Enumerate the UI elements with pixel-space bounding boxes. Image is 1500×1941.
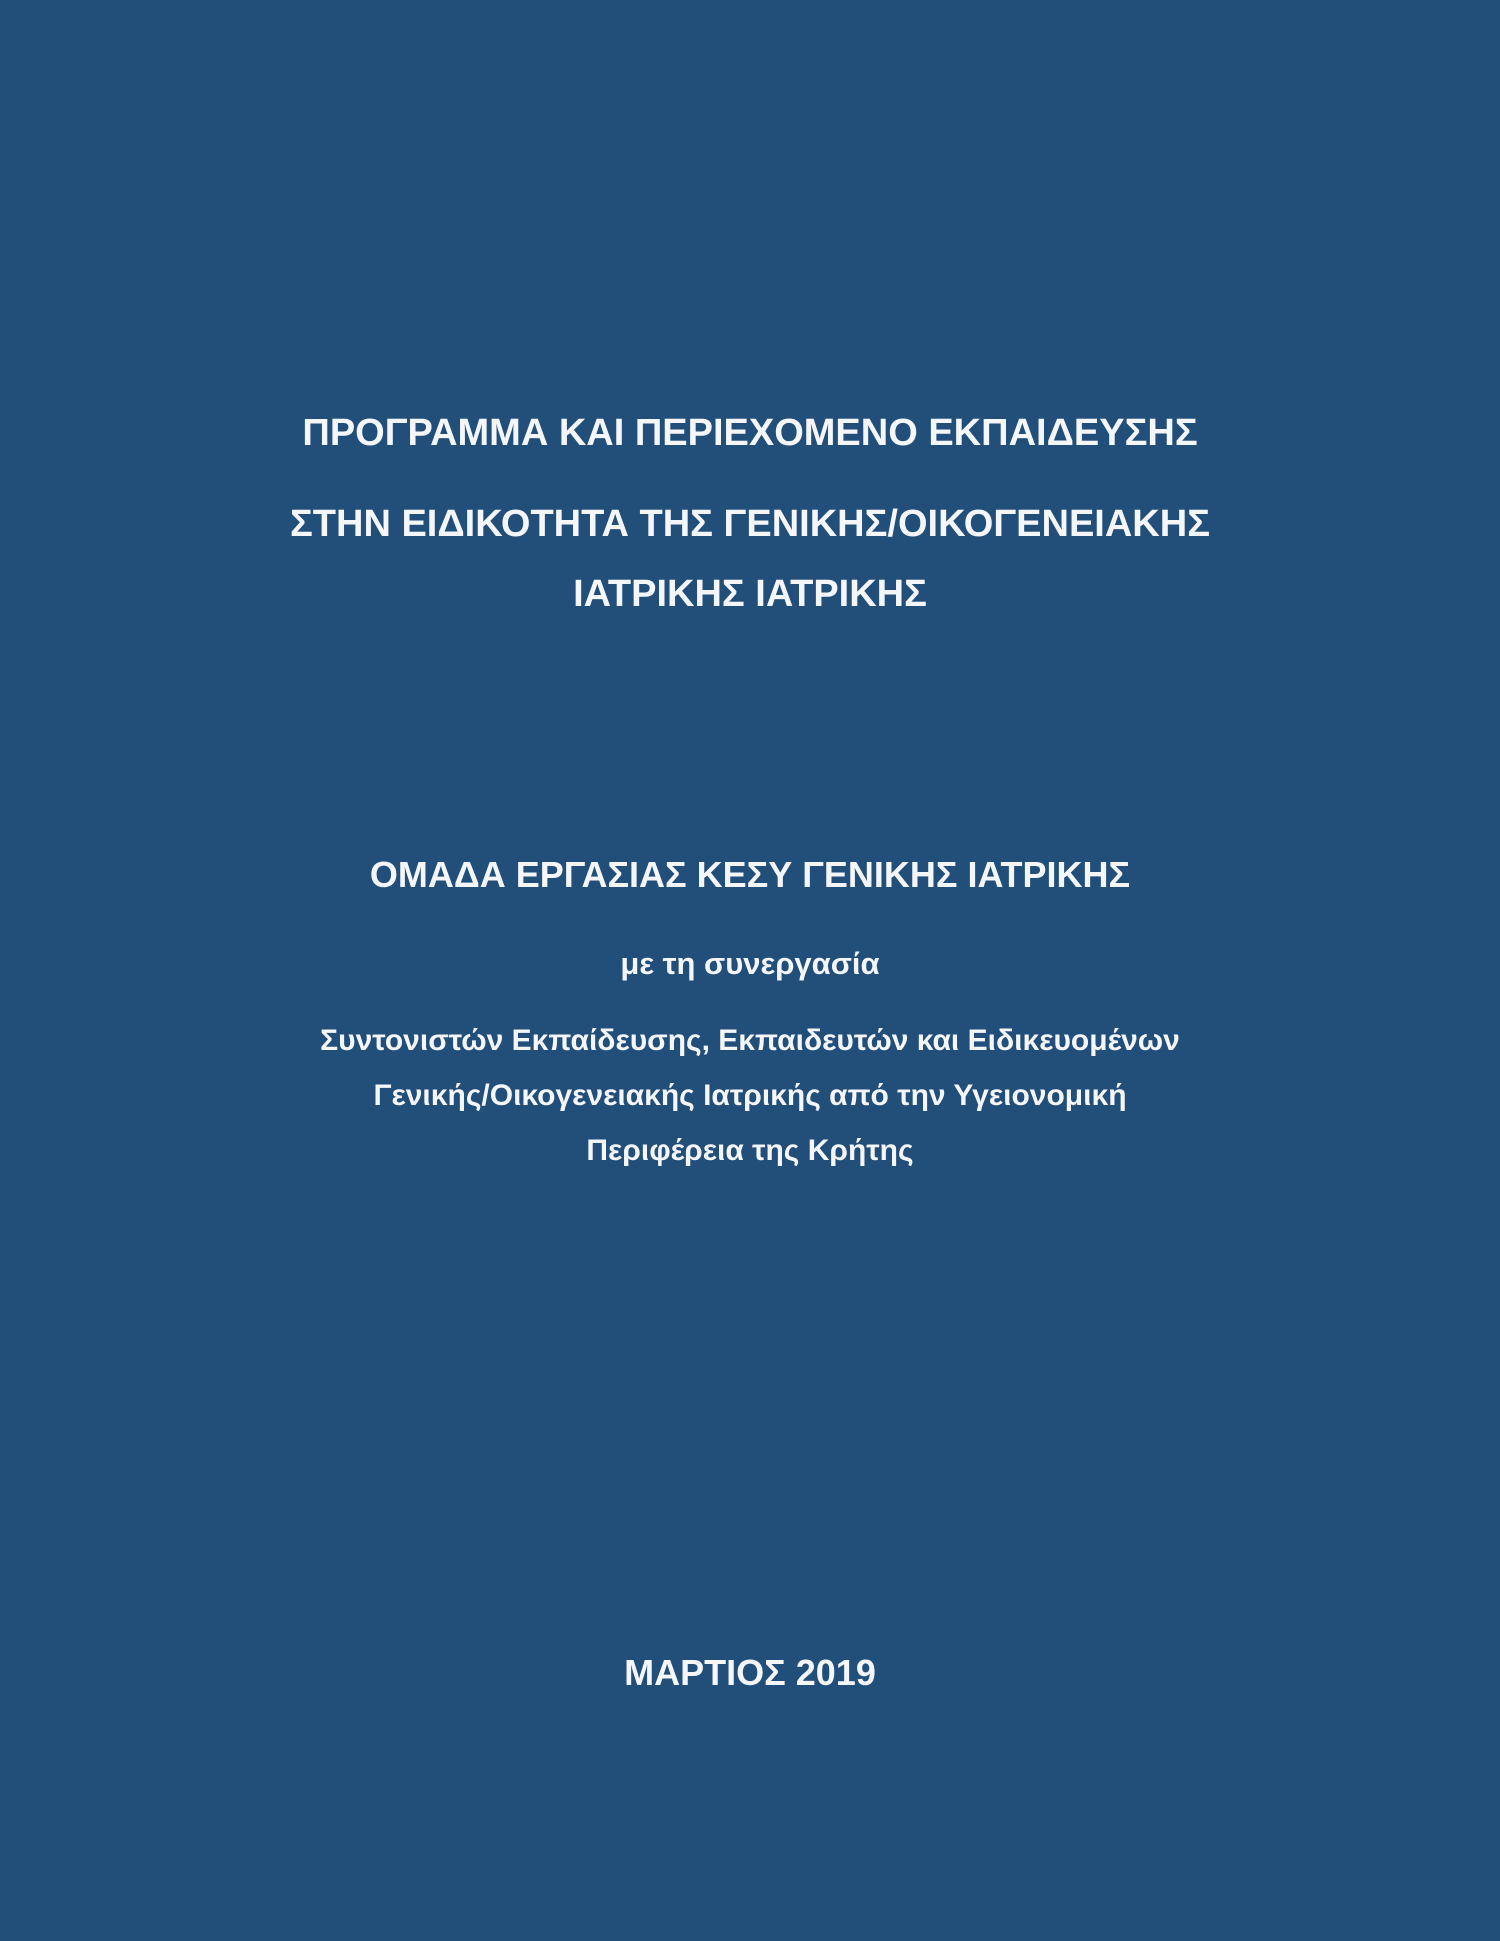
title-line-2: ΣΤΗΝ ΕΙΔΙΚΟΤΗΤΑ ΤΗΣ ΓΕΝΙΚΗΣ/ΟΙΚΟΓΕΝΕΙΑΚΗΣ — [289, 503, 1210, 545]
collaborators-line-3: Περιφέρεια της Κρήτης — [586, 1134, 914, 1167]
collaborators-line-1: Συντονιστών Εκπαίδευσης, Εκπαιδευτών και Ειδικευομένων — [320, 1024, 1180, 1057]
working-group-name: ΟΜΑΔΑ ΕΡΓΑΣΙΑΣ ΚΕΣΥ ΓΕΝΙΚΗΣ ΙΑΤΡΙΚΗΣ — [369, 854, 1131, 895]
title-line-3: ΙΑΤΡΙΚΗΣ ΙΑΤΡΙΚΗΣ — [573, 573, 927, 615]
title-line-1: ΠΡΟΓΡΑΜΜΑ ΚΑΙ ΠΕΡΙΕΧΟΜΕΝΟ ΕΚΠΑΙΔΕΥΣΗΣ — [302, 412, 1198, 454]
publication-date: ΜΑΡΤΙΟΣ 2019 — [624, 1652, 876, 1693]
collaborators-line-2: Γενικής/Οικογενειακής Ιατρικής από την Υγειονομική — [373, 1079, 1127, 1112]
collaboration-intro: με τη συνεργασία — [620, 946, 880, 981]
